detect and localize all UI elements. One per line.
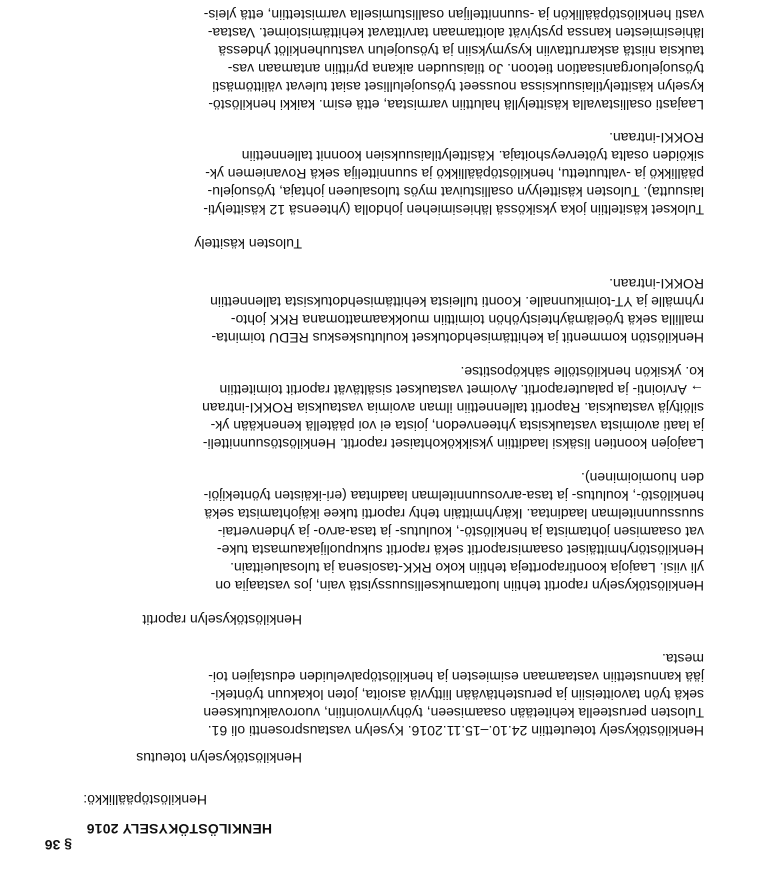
section-heading-toteutus: Henkilöstökyselyn toteutus (136, 750, 302, 766)
body-text-line: → Arviointi- ja palauteraportit. Avoimet vastaukset sisältävät raportit toimitettiin (219, 382, 704, 398)
body-text-line: henkilöstö-, koulutus- ja tasa-arvosuunnitelman laadintaa (eri-ikäisten työntekijöi- (203, 488, 704, 504)
body-text-line: vat osaamisen johtamista ja henkilöstö-, koulutus- ja tasa-arvo- ja yhdenvertai- (217, 524, 704, 540)
body-text-line: yli viisi. Laajoja koontiraportteja tehtiin koko RKK-tasoisena ja tulosalueittain. (230, 560, 704, 576)
body-text-line: tauksia niistä askarruttaviin kysymyksiin ja työsuojelun vastuuhenkilöt yhdessä (218, 43, 704, 59)
body-text-line: den huomioiminen). (581, 470, 704, 486)
body-text-line: Henkilöstöryhmittäiset osaamisraportit sekä raportit sukupuolijakaumasta tuke- (216, 542, 704, 558)
body-text-line: Laajojen koontien lisäksi laadittiin yksikkökohtaiset raportit. Henkilöstösuunnitteli- (202, 436, 704, 452)
body-text-line: jää kannustettiin vastaamaan esimiesten ja henkilöstöpalveluiden edustajien toi- (208, 669, 704, 685)
body-text-line: Tulokset käsiteltiin joka yksikössä lähiesimiehen johdolla (yhteensä 12 käsittelyti- (203, 202, 704, 218)
section-number: § 36 (44, 837, 72, 853)
body-text-line: ko. yksikön henkilöstölle sähköpostitse. (460, 364, 704, 380)
body-text-line: Henkilöstökyselyn raportit tehtiin luottamuksellisuussyistä vain, jos vastaajia on (215, 578, 704, 594)
body-text-line: Laajasti osallistavalla käsittelyllä haluttiin varmistaa, että esim. kaikki henkilöstö- (208, 97, 704, 113)
document-title: HENKILÖSTÖKYSELY 2016 (86, 821, 272, 837)
body-text-line: sekä työn tavoitteisiin ja perustehtävään liittyviä asioita, joten lokakuun työnteki- (210, 687, 704, 703)
body-text-line: Henkilöstön kommentit ja kehittämisehdotukset koulutuskeskus REDU toiminta- (211, 330, 704, 346)
body-text-line: laisuutta). Tulosten käsittelyyn osallistuivat myös tulosalueen johtaja, työsuojelu- (207, 184, 704, 200)
body-text-line: mesta. (661, 651, 704, 667)
body-text-line: kyselyn käsittelytilaisuuksissa nousseet työsuojelulliset asiat tulevat välittömästi (212, 79, 704, 95)
body-text-line: suussuunnitelman laadintaa. Ikäryhmittäin tehty raportti tukee ikäjohtamista sekä (204, 506, 704, 522)
body-text-line: Tulosten perusteella kehitetään osaamiseen, työhyvinvointiin, vuorovaikutukseen (203, 705, 704, 721)
body-text-line: työsuojeluorganisaation tietoon. Jo tilaisuuden aikana pyrittiin antamaan vas- (227, 61, 704, 77)
body-text-line: vasti henkilöstöpäällikön ja -suunnittelijan osallistumisella varmistettiin, että yleis- (203, 7, 704, 23)
body-text-line: päällikkö ja -valtuutettu, henkilöstöpäällikkö ja suunnittelija sekä Rovaniemen yk- (205, 166, 704, 182)
body-text-line: ROKKI-intraan. (609, 130, 704, 146)
body-text-line: Henkilöstökysely toteutettiin 24.10.–15.11.2016. Kyselyn vastausprosentti oli 61. (207, 723, 704, 739)
body-text-line: lähiesimiesten kanssa pystyivät aloittamaan tarvittavat kehittämistoimet. Vastaa- (207, 25, 704, 41)
author-label: Henkilöstöpäällikkö: (83, 792, 207, 808)
section-heading-raportit: Henkilöstökyselyn raportit (142, 612, 302, 628)
body-text-line: ja laati avoimista vastauksista yhteenvedon, joista ei voi päätellä kenenkään yk- (210, 418, 704, 434)
body-text-line: siköiden osalta työterveyshoitaja. Käsittelytilaisuuksien koonnit tallennettiin (241, 148, 704, 164)
body-text-line: ROKKI-intraan. (609, 276, 704, 292)
section-heading-kasittely: Tulosten käsittely (194, 236, 302, 252)
body-text-line: mallilla sekä työelämäyhteistyöhön toimittiin muokkaamattomana RKK johto- (230, 312, 704, 328)
body-text-line: silöityjä vastauksia. Raportit tallennettiin ilman avoimia vastauksia ROKKI-intraan (202, 400, 704, 416)
body-text-line: ryhmälle ja YT-toimikunnalle. Koonti tulleista kehittämisehdotuksista tallennettiin (210, 294, 704, 310)
